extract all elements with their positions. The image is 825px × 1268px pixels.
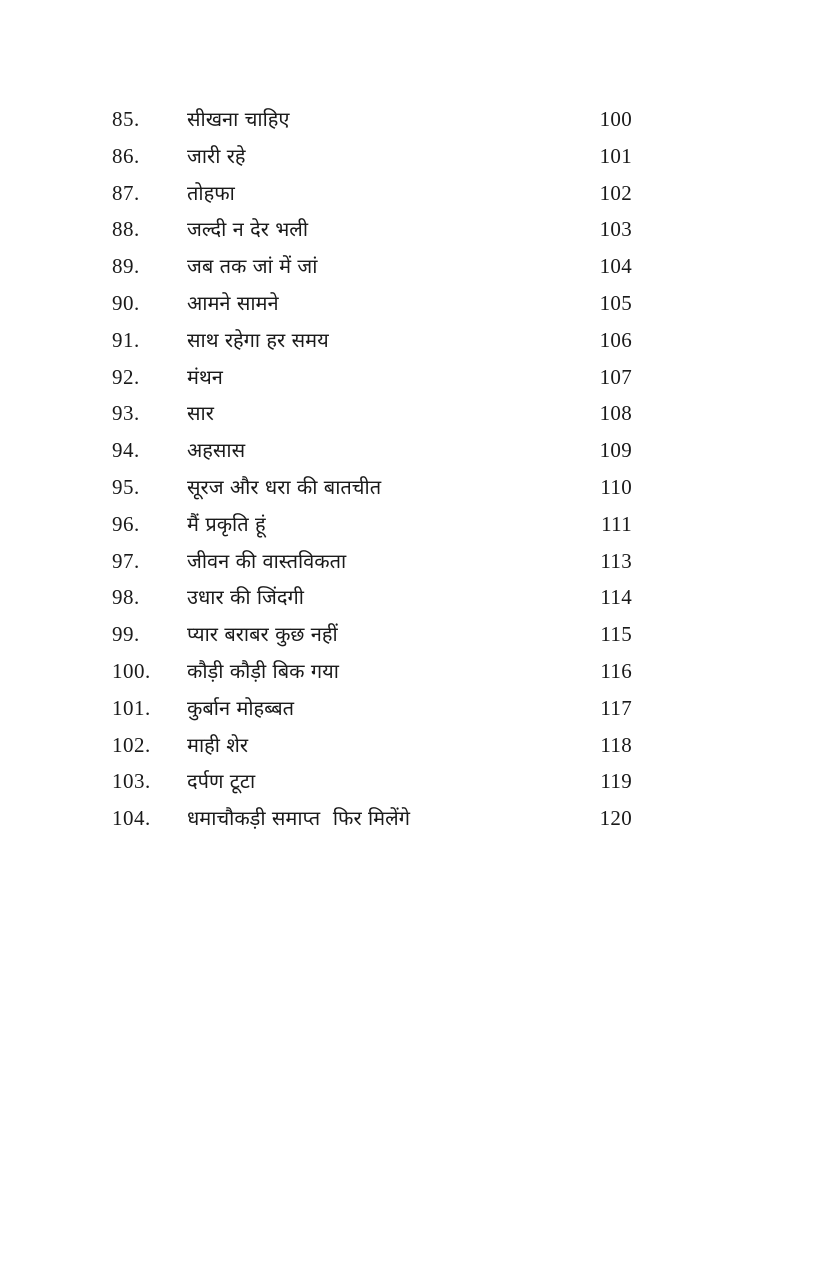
toc-entry-number: 100. <box>112 658 151 683</box>
toc-entry-page: 100 <box>599 107 632 131</box>
toc-entry-number: 92. <box>112 364 140 389</box>
toc-entry-page: 113 <box>600 548 632 573</box>
toc-entry-page: 114 <box>600 585 632 610</box>
toc-entry <box>112 211 632 248</box>
toc-entry <box>112 101 632 138</box>
toc-entry-title: कौड़ी कौड़ी बिक गया <box>187 658 339 683</box>
toc-entry <box>112 506 632 543</box>
toc-entry <box>112 727 632 764</box>
toc-entry-number: 85. <box>112 107 140 131</box>
toc-entry-page: 104 <box>599 254 632 279</box>
toc-entry-title: उधार की जिंदगी <box>187 585 304 610</box>
toc-entry <box>112 432 632 469</box>
toc-entry-page: 116 <box>600 658 632 683</box>
toc-entry-page: 119 <box>600 769 632 794</box>
toc-entry <box>112 395 632 432</box>
toc-entry-title: जल्दी न देर भली <box>187 217 309 242</box>
toc-entry-title: धमाचौकड़ी समाप्त फिर मिलेंगे <box>187 806 410 831</box>
toc-entry-number: 104. <box>112 806 151 831</box>
toc-entry-page: 101 <box>599 143 632 168</box>
toc-entry-number: 103. <box>112 769 151 794</box>
toc-entry-number: 96. <box>112 511 140 536</box>
toc-entry-title: जीवन की वास्तविकता <box>187 548 347 573</box>
toc-entry-number: 101. <box>112 695 151 720</box>
toc-entry-number: 90. <box>112 290 140 315</box>
toc-entry-title: सूरज और धरा की बातचीत <box>187 474 382 499</box>
toc-entry-number: 89. <box>112 254 140 279</box>
toc-entry-page: 105 <box>599 290 632 315</box>
toc-entry-title: सार <box>187 401 214 426</box>
toc-entry-title: कुर्बान मोहब्बत <box>187 695 295 720</box>
toc-entry-title: तोहफा <box>187 180 235 205</box>
toc-entry-number: 102. <box>112 732 151 757</box>
toc-entry-title: मंथन <box>187 364 223 389</box>
toc-entry <box>112 616 632 653</box>
toc-entry-number: 95. <box>112 474 140 499</box>
toc-entry <box>112 322 632 359</box>
toc-entry-page: 117 <box>600 695 632 720</box>
toc-entry <box>112 543 632 580</box>
toc-entry-number: 87. <box>112 180 140 205</box>
toc-entry <box>112 579 632 616</box>
toc-entry-number: 91. <box>112 327 140 352</box>
toc-entry-page: 106 <box>599 327 632 352</box>
toc-entry <box>112 359 632 396</box>
toc-entry-page: 111 <box>601 511 632 536</box>
toc-entry-page: 115 <box>600 622 632 647</box>
toc-entry-number: 97. <box>112 548 140 573</box>
toc-entry-title: सीखना चाहिए <box>187 107 290 131</box>
toc-entry-page: 120 <box>599 806 632 831</box>
toc-entry-number: 98. <box>112 585 140 610</box>
toc-entry <box>112 763 632 800</box>
toc-entry <box>112 248 632 285</box>
toc-entry-title: जारी रहे <box>187 143 246 168</box>
toc-entry <box>112 800 632 837</box>
toc-entry <box>112 653 632 690</box>
toc-entry-title: अहसास <box>187 438 246 463</box>
toc-entry <box>112 690 632 727</box>
toc-entry-title: जब तक जां में जां <box>187 254 318 279</box>
toc-entry-page: 103 <box>599 217 632 242</box>
toc-entry-title: प्यार बराबर कुछ नहीं <box>187 622 338 647</box>
toc-entry-page: 107 <box>599 364 632 389</box>
toc-entry-page: 108 <box>599 401 632 426</box>
toc-entry-page: 102 <box>599 180 632 205</box>
toc-entry-page: 110 <box>600 474 632 499</box>
toc-entry-number: 86. <box>112 143 140 168</box>
toc-entry <box>112 469 632 506</box>
toc-entry-number: 99. <box>112 622 140 647</box>
toc-entry-page: 109 <box>599 438 632 463</box>
table-of-contents <box>112 101 632 837</box>
toc-entry-number: 94. <box>112 438 140 463</box>
toc-entry <box>112 175 632 212</box>
toc-entry-page: 118 <box>600 732 632 757</box>
toc-entry-title: माही शेर <box>187 732 249 757</box>
toc-entry-number: 88. <box>112 217 140 242</box>
toc-entry-title: साथ रहेगा हर समय <box>187 327 329 352</box>
toc-entry-title: दर्पण टूटा <box>187 769 256 794</box>
toc-entry <box>112 285 632 322</box>
toc-entry-title: मैं प्रकृति हूं <box>187 511 266 536</box>
toc-entry-number: 93. <box>112 401 140 426</box>
toc-entry-title: आमने सामने <box>187 290 279 315</box>
toc-entry <box>112 138 632 175</box>
